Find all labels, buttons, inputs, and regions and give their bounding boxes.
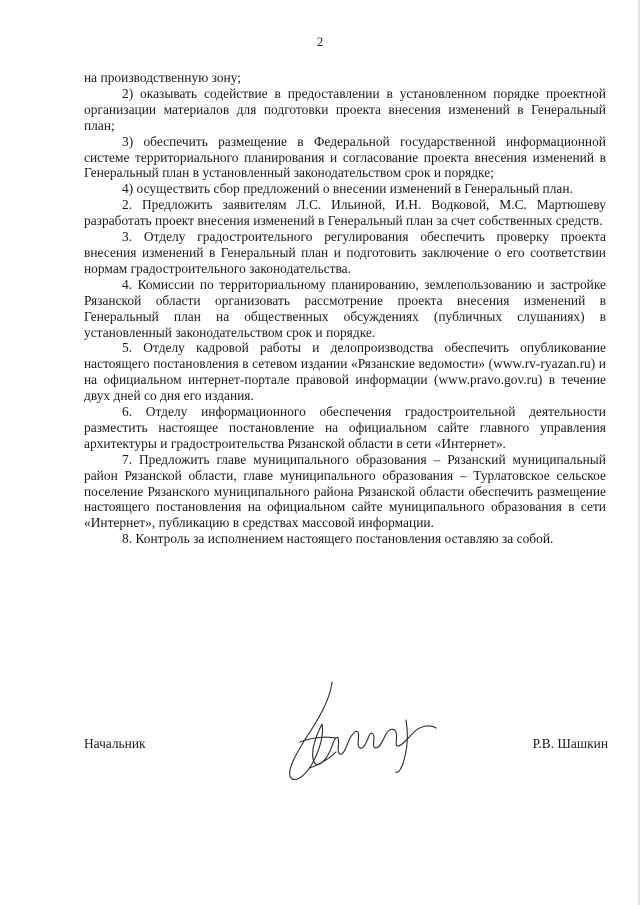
paragraph-item-7: 7. Предложить главе муниципального образования – Рязанский муниципальный район Рязанской области, главе муниципального образования – Турлатовское сельское поселение Рязанского муниципального района Рязанской области обеспечить размещение настоящего постановления на официальном сайте муниципального образования в сети «Интернет», публикацию в средствах массовой информации. xyxy=(84,451,606,531)
handwritten-signature xyxy=(270,680,450,790)
signer-name: Р.В. Шашкин xyxy=(532,736,608,751)
paragraph-subitem-2: 2) оказывать содействие в предоставлении в установленном порядке проектной организации материалов для подготовки проекта внесения изменений в Генеральный план; xyxy=(84,85,606,133)
paragraph-item-4: 4. Комиссии по территориальному планированию, землепользованию и застройке Рязанской области организовать рассмотрение проекта внесения изменений в Генеральный план на общественных обсуждениях (публичных слушаниях) в установленный законодательством срок и порядке. xyxy=(84,276,606,340)
paragraph-item-2: 2. Предложить заявителям Л.С. Ильиной, И.Н. Водковой, М.С. Мартюшеву разработать проект внесения изменений в Генеральный план за счет собственных средств. xyxy=(84,197,606,229)
paragraph-subitem-3: 3) обеспечить размещение в Федеральной государственной информационной системе территориального планирования и согласование проекта внесения изменений в Генеральный план в установленный законодательством срок и порядке; xyxy=(84,133,606,181)
paragraph-item-5: 5. Отделу кадровой работы и делопроизводства обеспечить опубликование настоящего постановления в сетевом издании «Рязанские ведомости» (www.rv-ryazan.ru) и на официальном интернет-портале правовой информации (www.pravo.gov.ru) в течение двух дней со дня его издания. xyxy=(84,340,606,404)
paragraph-item-8: 8. Контроль за исполнением настоящего постановления оставляю за собой. xyxy=(122,531,554,547)
paragraph-continuation: на производственную зону; xyxy=(84,70,241,85)
paragraph-item-3: 3. Отделу градостроительного регулирования обеспечить проверку проекта внесения изменений в Генеральный план и подготовить заключение о его соответствии нормам градостроительного законодательства. xyxy=(84,229,606,276)
page-number: 2 xyxy=(316,34,324,49)
signer-title: Начальник xyxy=(84,736,146,751)
document-body xyxy=(84,70,606,547)
paragraph-item-6: 6. Отделу информационного обеспечения градостроительной деятельности разместить настоящее постановление на официальном сайте главного управления архитектуры и градостроительства Рязанской области в сети «Интернет». xyxy=(84,404,606,451)
paragraph-subitem-4: 4) осуществить сбор предложений о внесении изменений в Генеральный план. xyxy=(122,181,573,197)
